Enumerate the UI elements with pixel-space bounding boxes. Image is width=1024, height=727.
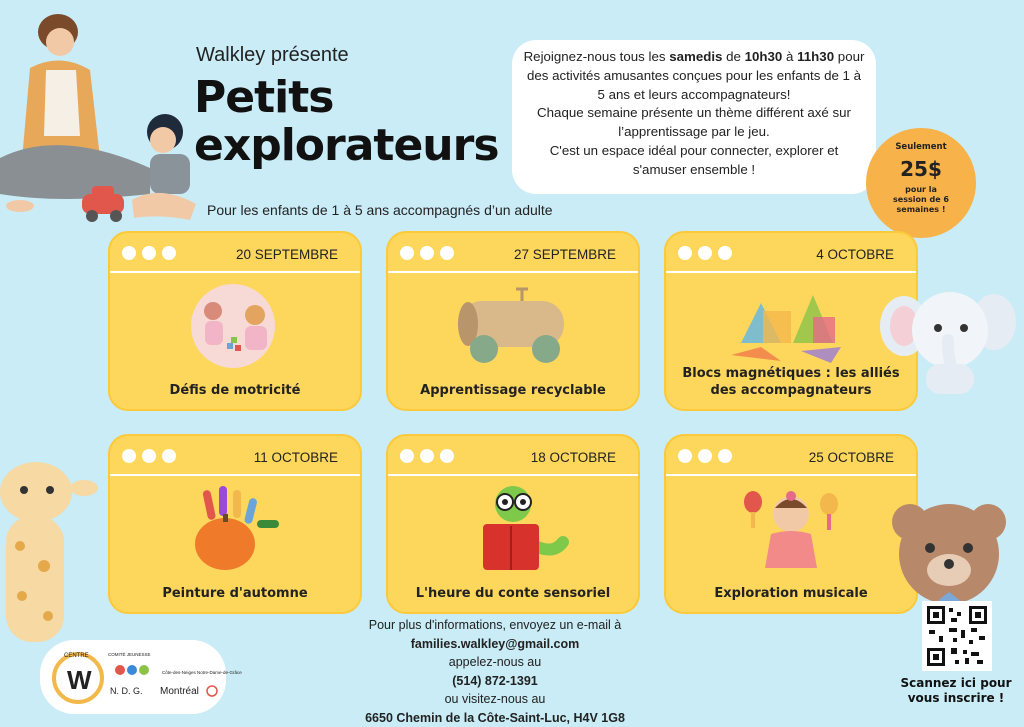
session-date: 27 SEPTEMBRE <box>514 247 616 262</box>
session-name: Blocs magnétiques : les alliés des accompagnateurs <box>674 365 908 399</box>
magnetic-blocks-icon <box>721 281 861 373</box>
window-dots <box>678 246 732 260</box>
session-name: Peinture d'automne <box>118 585 352 602</box>
window-dots <box>400 449 454 463</box>
logo-borough: Côte-des-Neiges Notre-Dame-de-Grâce <box>162 670 242 675</box>
session-date: 20 SEPTEMBRE <box>236 247 338 262</box>
session-date: 25 OCTOBRE <box>809 450 894 465</box>
window-dots <box>122 246 176 260</box>
contact-phone[interactable]: (514) 872-1391 <box>330 672 660 691</box>
baby-maracas-icon <box>731 484 851 580</box>
session-date: 18 OCTOBRE <box>531 450 616 465</box>
cardboard-car-icon <box>448 281 578 375</box>
intro-paragraph-3: C'est un espace idéal pour connecter, explorer et s'amuser ensemble ! <box>522 142 866 180</box>
window-dots <box>122 449 176 463</box>
handprint-pumpkin-icon <box>175 484 295 580</box>
partner-logos-graphic <box>40 640 226 714</box>
contact-info <box>330 616 660 727</box>
presenter-text: Walkley présente <box>196 44 349 67</box>
contact-line: ou visitez-nous au <box>330 690 660 709</box>
session-card <box>386 434 640 614</box>
children-playing-icon <box>175 281 295 375</box>
session-name: Exploration musicale <box>674 585 908 602</box>
bookworm-icon <box>453 484 573 584</box>
contact-address: 6650 Chemin de la Côte-Saint-Luc, H4V 1G8 <box>330 709 660 727</box>
contact-email[interactable]: families.walkley@gmail.com <box>330 635 660 654</box>
logo-comite: COMITÉ JEUNESSE <box>108 651 151 657</box>
session-card <box>386 231 640 411</box>
session-card <box>108 434 362 614</box>
session-date: 4 OCTOBRE <box>816 247 894 262</box>
logo-w: W <box>67 665 92 695</box>
window-dots <box>678 449 732 463</box>
price-badge <box>866 128 976 238</box>
audience-subtitle: Pour les enfants de 1 à 5 ans accompagnés d’un adulte <box>207 202 553 218</box>
session-name: Apprentissage recyclable <box>396 382 630 399</box>
intro-paragraph-1: Rejoignez-nous tous les samedis de 10h30 à 11h30 pour des activités amusantes conçues pour les enfants de 1 à 5 ans et leurs accompagnateurs! <box>522 48 866 104</box>
contact-line: Pour plus d'informations, envoyez un e-mail à <box>330 616 660 635</box>
price-label: Seulement <box>866 142 976 152</box>
session-card <box>664 434 918 614</box>
scan-instruction: Scannez ici pour vous inscrire ! <box>896 676 1016 706</box>
session-card <box>108 231 362 411</box>
giraffe-plush-illustration <box>0 456 100 646</box>
contact-line: appelez-nous au <box>330 653 660 672</box>
elephant-plush-illustration <box>878 280 1018 400</box>
logo-centre: CENTRE <box>64 653 89 659</box>
title-line-1: Petits <box>194 74 499 122</box>
mother-child-illustration <box>0 8 200 223</box>
session-date: 11 OCTOBRE <box>254 450 338 465</box>
price-amount: 25$ <box>866 157 976 181</box>
intro-bubble <box>512 40 876 194</box>
partner-logos <box>40 640 226 714</box>
logo-montreal: Montréal <box>160 686 199 697</box>
price-detail: pour la session de 6 semaines ! <box>866 185 976 215</box>
page-title <box>194 74 499 170</box>
window-dots <box>400 246 454 260</box>
intro-paragraph-2: Chaque semaine présente un thème différent axé sur l’apprentissage par le jeu. <box>522 104 866 142</box>
session-name: L'heure du conte sensoriel <box>396 585 630 602</box>
session-name: Défis de motricité <box>118 382 352 399</box>
title-line-2: explorateurs <box>194 122 499 170</box>
qr-code[interactable] <box>922 601 992 671</box>
logo-ndg: N. D. G. <box>110 686 143 696</box>
